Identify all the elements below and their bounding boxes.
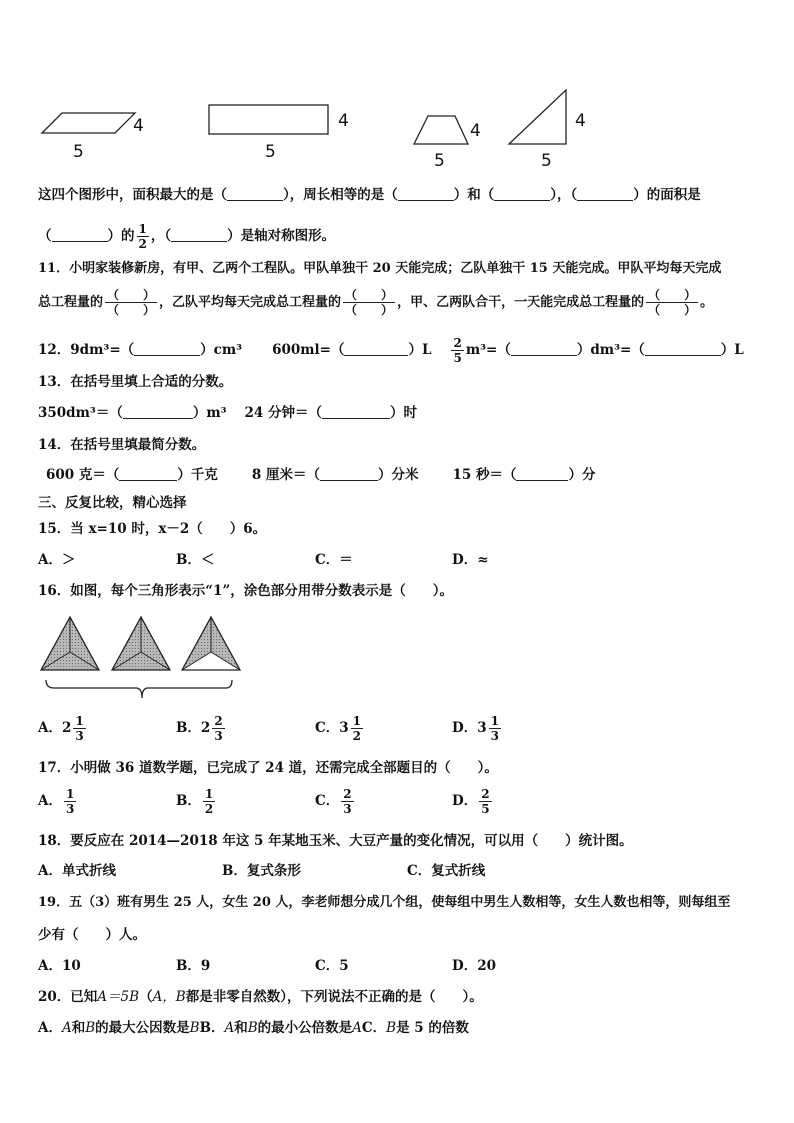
q15-stem: 15．当 x=10 时，x－2（ ）6。	[38, 521, 267, 537]
rectangle-side-label: 4	[338, 111, 349, 131]
triangle-base-label: 5	[541, 151, 552, 171]
q18-option-c[interactable]: C．复式折线	[407, 863, 486, 879]
q17-option-d[interactable]: D． $\frac{2}{5}$	[452, 787, 490, 816]
q19-option-b[interactable]: B．9	[176, 958, 211, 974]
parallelogram-side-label: 4	[133, 116, 144, 136]
brace	[46, 680, 232, 698]
q10-line2: （ ）的 $\frac{1}{2}$ ，（ ）是轴对称图形。	[38, 222, 336, 251]
answer-blank[interactable]	[134, 341, 200, 356]
section-heading: 三、反复比较，精心选择	[38, 495, 187, 511]
fraction: $\frac{2}{5}$	[453, 336, 462, 365]
q12-line: 12．9dm³=（ ）cm³ 600ml=（ ）L $\frac{2}{5}$ m³=（ ）dm³=（ ）L	[38, 336, 744, 365]
triangle-side-label: 4	[575, 111, 586, 131]
q19-option-d[interactable]: D．20	[452, 958, 496, 974]
q14-title: 14．在括号里填最简分数。	[38, 437, 206, 453]
q13-title: 13．在括号里填上合适的分数。	[38, 374, 233, 390]
answer-blank[interactable]	[511, 341, 577, 356]
answer-blank[interactable]	[494, 186, 550, 201]
q20-stem: 20．已知A＝5B（A，B都是非零自然数），下列说法不正确的是（ ）。	[38, 989, 483, 1005]
q17-option-c[interactable]: C． $\frac{2}{3}$	[315, 787, 352, 816]
answer-fraction[interactable]: $\frac{( )}{( )}$	[107, 288, 156, 317]
q20-option-b[interactable]: B．A和B的最小公倍数是A	[199, 1020, 362, 1036]
q19-option-a[interactable]: A．10	[38, 958, 81, 974]
parallelogram-shape	[42, 113, 135, 133]
q17-stem: 17．小明做 36 道数学题，已完成了 24 道，还需完成全部题目的（ ）。	[38, 760, 498, 776]
q17-option-b[interactable]: B． $\frac{1}{2}$	[176, 787, 214, 816]
answer-blank[interactable]	[398, 186, 454, 201]
q18-option-b[interactable]: B．复式条形	[222, 863, 301, 879]
trapezoid-shape	[414, 116, 468, 144]
q11-line1: 11．小明家装修新房，有甲、乙两个工程队。甲队单独干 20 天能完成；乙队单独干 15 天能完成。甲队平均每天完成	[38, 261, 722, 276]
answer-blank[interactable]	[320, 466, 378, 481]
parallelogram-base-label: 5	[73, 142, 84, 162]
answer-fraction[interactable]: $\frac{( )}{( )}$	[648, 288, 697, 317]
trapezoid-side-label: 4	[470, 121, 481, 141]
triangle-fully-shaded	[112, 617, 170, 670]
answer-blank[interactable]	[227, 186, 283, 201]
triangle-fully-shaded	[41, 617, 99, 670]
q16-triangles-figure	[36, 612, 251, 704]
answer-blank[interactable]	[171, 227, 227, 242]
q16-stem: 16．如图，每个三角形表示“1”，涂色部分用带分数表示是（ ）。	[38, 583, 453, 599]
q18-stem: 18．要反应在 2014—2018 年这 5 年某地玉米、大豆产量的变化情况，可以用（ ）统计图。	[38, 833, 633, 849]
answer-blank[interactable]	[516, 466, 568, 481]
q19-option-c[interactable]: C．5	[315, 958, 349, 974]
q20-option-c[interactable]: C．B是 5 的倍数	[361, 1020, 469, 1036]
answer-blank[interactable]	[322, 404, 390, 419]
answer-blank[interactable]	[123, 404, 193, 419]
q15-option-d[interactable]: D．≈	[452, 552, 489, 568]
shapes-figure	[0, 80, 794, 170]
q16-option-c[interactable]: C．3 $\frac{1}{2}$	[315, 714, 362, 743]
answer-blank[interactable]	[344, 341, 408, 356]
q15-option-a[interactable]: A．＞	[38, 552, 76, 568]
q20-option-a[interactable]: A．A和B的最大公因数是B	[38, 1020, 200, 1036]
triangle-partially-shaded	[182, 617, 240, 670]
answer-blank[interactable]	[577, 186, 633, 201]
fraction: $\frac{1}{2}$	[138, 222, 147, 251]
answer-blank[interactable]	[52, 227, 108, 242]
rectangle-shape	[209, 105, 328, 134]
q16-option-b[interactable]: B．2 $\frac{2}{3}$	[176, 714, 223, 743]
q13-line: 350dm³＝（ ）m³ 24 分钟＝（ ）时	[38, 405, 418, 421]
q15-option-c[interactable]: C．＝	[315, 552, 353, 568]
q19-line2: 少有（ ）人。	[38, 927, 146, 943]
q10-line1: 这四个图形中，面积最大的是（ ），周长相等的是（ ）和（ ），（ ）的面积是	[38, 187, 701, 203]
q14-line: 600 克＝（ ）千克 8 厘米＝（ ）分米 15 秒＝（ ）分	[46, 467, 596, 483]
q17-option-a[interactable]: A． $\frac{1}{3}$	[38, 787, 75, 816]
q18-option-a[interactable]: A．单式折线	[38, 863, 116, 879]
q15-option-b[interactable]: B．＜	[176, 552, 215, 568]
q20-options	[38, 1019, 469, 1037]
q16-option-a[interactable]: A．2 $\frac{1}{3}$	[38, 714, 84, 743]
answer-fraction[interactable]: $\frac{( )}{( )}$	[345, 288, 394, 317]
triangle-shape	[509, 90, 566, 144]
answer-blank[interactable]	[119, 466, 177, 481]
q11-line2: 总工程量的 $\frac{( )}{( )}$ ，乙队平均每天完成总工程量的 $\frac{( )}{( )}$ ，甲、乙两队合干，一天能完成总工程量的 $\frac{( )}{( )}$ 。	[38, 288, 714, 317]
q16-option-d[interactable]: D．3 $\frac{1}{3}$	[452, 714, 499, 743]
q19-line1: 19．五（3）班有男生 25 人，女生 20 人，李老师想分成几个组，使每组中男生人数相等，女生人数也相等，则每组至	[38, 895, 731, 910]
rectangle-base-label: 5	[265, 142, 276, 162]
answer-blank[interactable]	[645, 341, 721, 356]
trapezoid-base-label: 5	[434, 151, 445, 171]
